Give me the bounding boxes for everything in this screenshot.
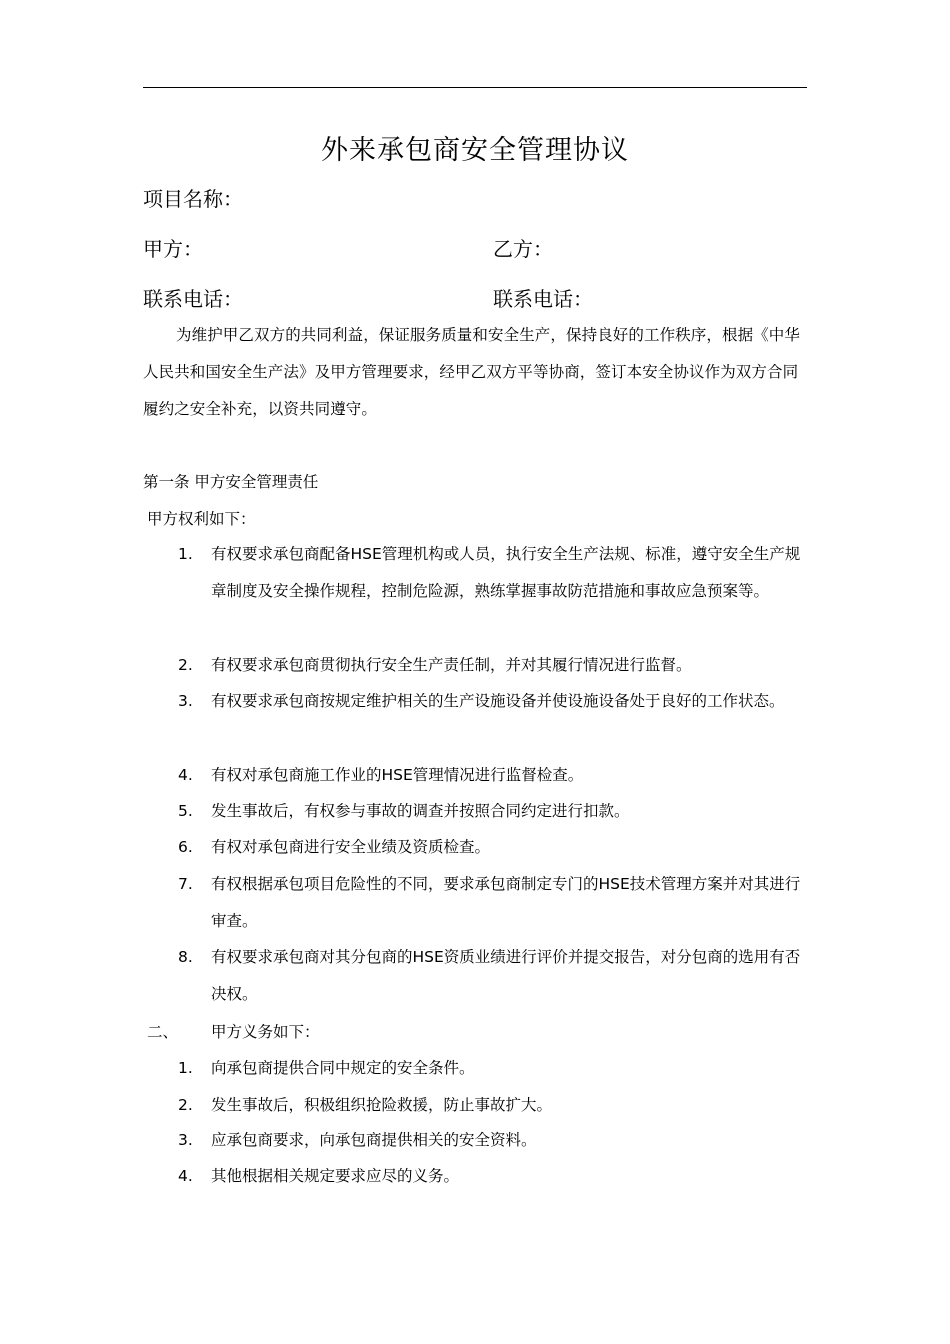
item-number: 4. xyxy=(178,766,193,784)
item-text: 有权对承包商进行安全业绩及资质检查。 xyxy=(211,838,491,856)
party-a-phone-label: 联系电话： xyxy=(143,287,243,311)
header-rule xyxy=(143,87,807,88)
obligations-item xyxy=(178,1122,808,1159)
obligations-item xyxy=(178,1050,808,1087)
item-text: 有权对承包商施工作业的HSE管理情况进行监督检查。 xyxy=(211,766,584,784)
rights-item xyxy=(178,757,808,794)
intro-paragraph: 为维护甲乙双方的共同利益，保证服务质量和安全生产，保持良好的工作秩序，根据《中华人民共和国安全生产法》及甲方管理要求，经甲乙双方平等协商，签订本安全协议作为双方合同履约之安全补充，以资共同遵守。 xyxy=(143,326,801,418)
party-a-label: 甲方： xyxy=(143,237,203,261)
item-number: 3. xyxy=(178,692,193,710)
item-text: 有权要求承包商按规定维护相关的生产设施设备并使设施设备处于良好的工作状态。 xyxy=(211,692,785,710)
item-number: 4. xyxy=(178,1167,193,1185)
project-name-label: 项目名称： xyxy=(143,187,243,211)
item-text: 其他根据相关规定要求应尽的义务。 xyxy=(211,1167,460,1185)
item-text: 应承包商要求，向承包商提供相关的安全资料。 xyxy=(211,1131,537,1149)
item-number: 2. xyxy=(178,656,193,674)
rights-item xyxy=(178,866,808,940)
item-number: 2. xyxy=(178,1096,193,1114)
article-1-heading: 第一条 甲方安全管理责任 xyxy=(143,473,319,491)
item-number: 7. xyxy=(178,875,193,893)
document-title: 外来承包商安全管理协议 xyxy=(321,135,629,166)
item-text: 有权要求承包商对其分包商的HSE资质业绩进行评价并提交报告，对分包商的选用有否决权。 xyxy=(211,948,801,1003)
party-b-label: 乙方： xyxy=(493,237,553,261)
item-text: 发生事故后，有权参与事故的调查并按照合同约定进行扣款。 xyxy=(211,802,630,820)
item-number: 8. xyxy=(178,948,193,966)
rights-heading: 甲方权利如下： xyxy=(147,510,256,528)
item-text: 发生事故后，积极组织抢险救援，防止事故扩大。 xyxy=(211,1096,553,1114)
party-b-phone-label: 联系电话： xyxy=(493,287,593,311)
item-number: 5. xyxy=(178,802,193,820)
rights-item xyxy=(178,829,808,866)
rights-item xyxy=(178,536,808,610)
item-number: 3. xyxy=(178,1131,193,1149)
item-text: 有权根据承包项目危险性的不同，要求承包商制定专门的HSE技术管理方案并对其进行审查。 xyxy=(211,875,801,930)
rights-item xyxy=(178,647,808,684)
rights-item xyxy=(178,939,808,1013)
obligations-number: 二、 xyxy=(147,1023,179,1041)
item-text: 向承包商提供合同中规定的安全条件。 xyxy=(211,1059,475,1077)
item-text: 有权要求承包商贯彻执行安全生产责任制，并对其履行情况进行监督。 xyxy=(211,656,692,674)
item-number: 6. xyxy=(178,838,193,856)
item-text: 有权要求承包商配备HSE管理机构或人员，执行安全生产法规、标准，遵守安全生产规章制度及安全操作规程，控制危险源，熟练掌握事故防范措施和事故应急预案等。 xyxy=(211,545,801,600)
item-number: 1. xyxy=(178,545,193,563)
rights-item xyxy=(178,683,808,720)
obligations-item xyxy=(178,1087,808,1124)
item-number: 1. xyxy=(178,1059,193,1077)
obligations-heading: 甲方义务如下： xyxy=(211,1023,320,1041)
rights-item xyxy=(178,793,808,830)
obligations-item xyxy=(178,1158,808,1195)
